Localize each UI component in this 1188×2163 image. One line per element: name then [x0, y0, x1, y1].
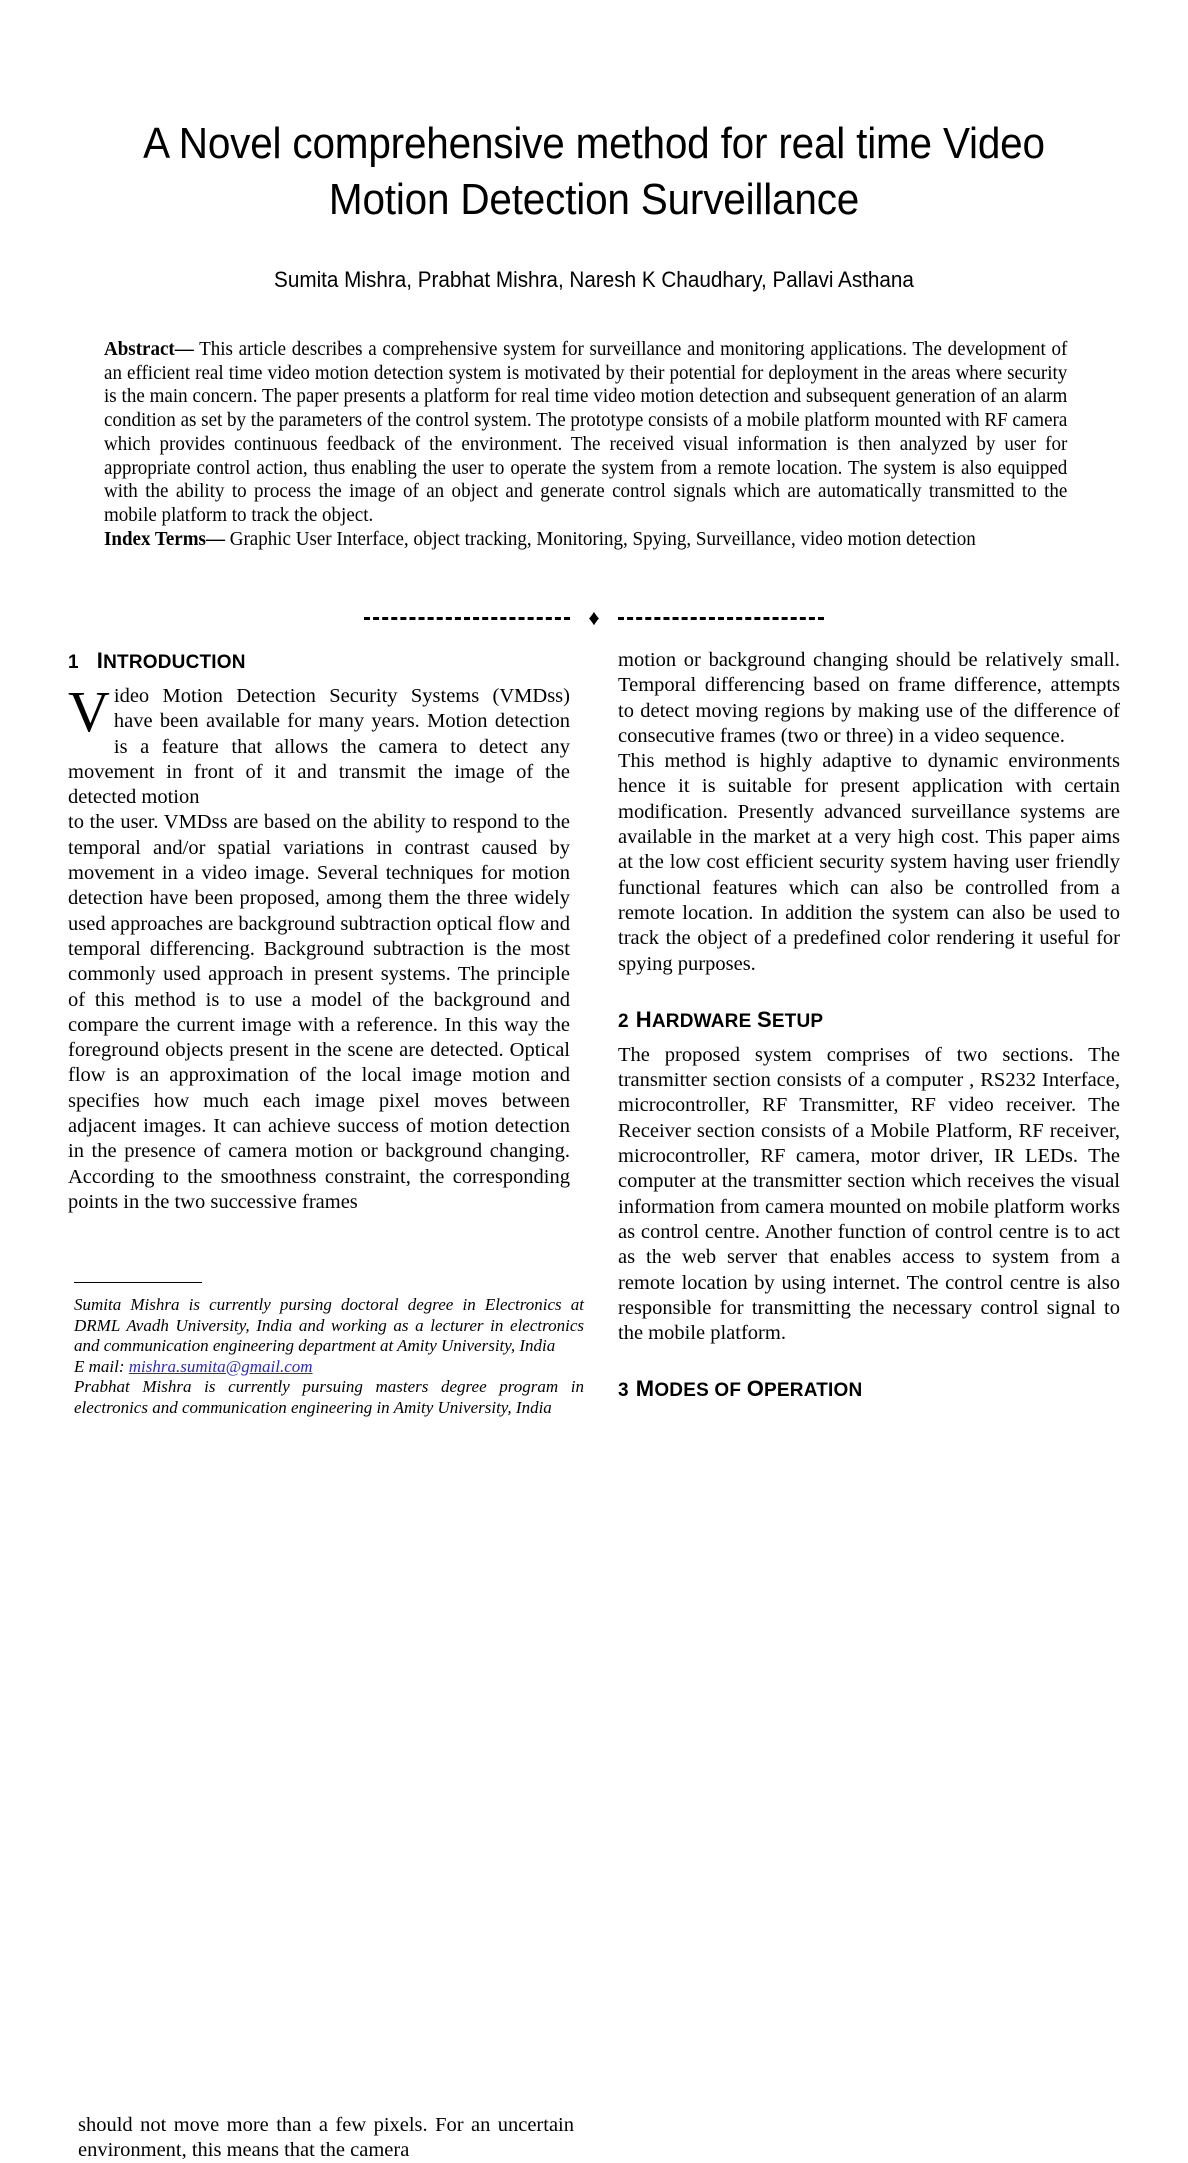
author-list: Sumita Mishra, Prabhat Mishra, Naresh K Chaudhary, Pallavi Asthana	[109, 266, 1079, 294]
intro-paragraph-text: ideo Motion Detection Security Systems (VMDss) have been available for many years. Motion detection is a feature that allows the camera to detect any movement in front of it and transmit the image of the detected motion	[68, 684, 570, 810]
footnote-email-line	[74, 1357, 584, 1378]
footnote-rule	[74, 1282, 202, 1283]
left-column	[68, 648, 570, 1608]
section-number: 2	[618, 1011, 629, 1032]
section-number: 1	[68, 652, 79, 673]
section-title-rest: ARDWARE	[652, 1011, 752, 1032]
left-tail-paragraph: should not move more than a few pixels. For an uncertain environment, this means that the camera	[78, 2113, 574, 2163]
section-title-initial-2: O	[747, 1376, 764, 1401]
index-terms-label: Index Terms—	[104, 529, 225, 550]
section-title-initial-2: S	[757, 1007, 772, 1032]
footnote-line-2: Prabhat Mishra is currently pursuing masters degree program in electronics and communication engineering in Amity University, India	[74, 1377, 584, 1418]
section-heading-introduction	[68, 648, 570, 674]
two-column-body	[68, 648, 1120, 1608]
section-title-rest-2: PERATION	[764, 1380, 862, 1401]
section-heading-modes-of-operation	[618, 1376, 1120, 1402]
right-column	[618, 648, 1120, 1608]
footnote-email-link[interactable]: mishra.sumita@gmail.com	[129, 1357, 313, 1376]
spacer	[618, 1346, 1120, 1376]
abstract-label: Abstract—	[104, 339, 194, 360]
footnote-email-label: E mail:	[74, 1357, 129, 1376]
left-paragraph-2: to the user. VMDss are based on the ability to respond to the temporal and/or spatial variations in contrast caused by movement in a video image. Several techniques for motion detection have been proposed, among them the three widely used approaches are background subtraction optical flow and temporal differencing. Background subtraction is the most commonly used approach in present systems. The principle of this method is to use a model of the background and compare the current image with a reference. In this way the foreground objects present in the scene are detected. Optical flow is an approximation of the local image motion and specifies how much each image pixel moves between adjacent images. It can achieve success of motion detection in the presence of camera motion or background changing. According to the smoothness constraint, the corresponding points in the two successive frames	[68, 810, 570, 1215]
footnote-block	[68, 1282, 584, 1418]
section-title-rest-2: ETUP	[772, 1011, 823, 1032]
right-paragraph-3: The proposed system comprises of two sections. The transmitter section consists of a computer , RS232 Interface, microcontroller, RF Transmitter, RF video receiver. The Receiver section consists of a Mobile Platform, RF receiver, microcontroller, RF camera, motor driver, IR LEDs. The computer at the transmitter section which receives the visual information from camera mounted on mobile platform works as control centre. Another function of control centre is to act as the web server that enables access to system from a remote location by using internet. The control centre is also responsible for transmitting the necessary control signal to the mobile platform.	[618, 1043, 1120, 1347]
abstract-paragraph	[104, 338, 1067, 528]
abstract-text: This article describes a comprehensive system for surveillance and monitoring applications. The development of an efficient real time video motion detection system is motivated by their potential for deployment in the areas where security is the main concern. The paper presents a platform for real time video motion detection and subsequent generation of an alarm condition as set by the parameters of the control system. The prototype consists of a mobile platform mounted with RF camera which provides continuous feedback of the environment. The received visual information is then analyzed by user for appropriate control action, thus enabling the user to operate the system from a remote location. The system is also equipped with the ability to process the image of an object and generate control signals which are automatically transmitted to the mobile platform to track the object.	[104, 339, 1067, 526]
diamond-ornament-icon: ♦	[588, 607, 599, 629]
divider-dashes-right	[618, 617, 824, 620]
index-terms-paragraph	[104, 528, 1067, 552]
section-title-initial: H	[636, 1007, 652, 1032]
section-title-initial: I	[97, 648, 103, 673]
index-terms-text: Graphic User Interface, object tracking, Monitoring, Spying, Surveillance, video motion detection	[225, 529, 976, 550]
section-divider	[364, 607, 824, 629]
section-title-initial: M	[636, 1376, 655, 1401]
spacer	[618, 977, 1120, 1007]
section-title-rest: NTRODUCTION	[103, 652, 246, 673]
right-paragraph-2: This method is highly adaptive to dynamic environments hence it is suitable for present application with certain modification. Presently advanced surveillance systems are available in the market at a very high cost. This paper aims at the low cost efficient security system having user friendly functional features which can also be controlled from a remote location. In addition the system can also be used to track the object of a predefined color rendering it useful for spying purposes.	[618, 749, 1120, 977]
divider-dashes-left	[364, 617, 570, 620]
intro-first-paragraph	[68, 684, 570, 810]
right-paragraph-1: motion or background changing should be relatively small. Temporal differencing based on frame difference, attempts to detect moving regions by making use of the difference of consecutive frames (two or three) in a video sequence.	[618, 648, 1120, 749]
section-number: 3	[618, 1380, 629, 1401]
section-heading-hardware-setup	[618, 1007, 1120, 1033]
section-title-rest: ODES OF	[654, 1380, 741, 1401]
title-block	[78, 116, 1110, 294]
page-title: A Novel comprehensive method for real time Video Motion Detection Surveillance	[119, 116, 1068, 228]
footnote-line-1: Sumita Mishra is currently pursing doctoral degree in Electronics at DRML Avadh University, India and working as a lecturer in electronics and communication engineering department at Amity University, India	[74, 1295, 584, 1357]
drop-cap: V	[68, 686, 114, 736]
abstract-block	[104, 338, 1067, 551]
